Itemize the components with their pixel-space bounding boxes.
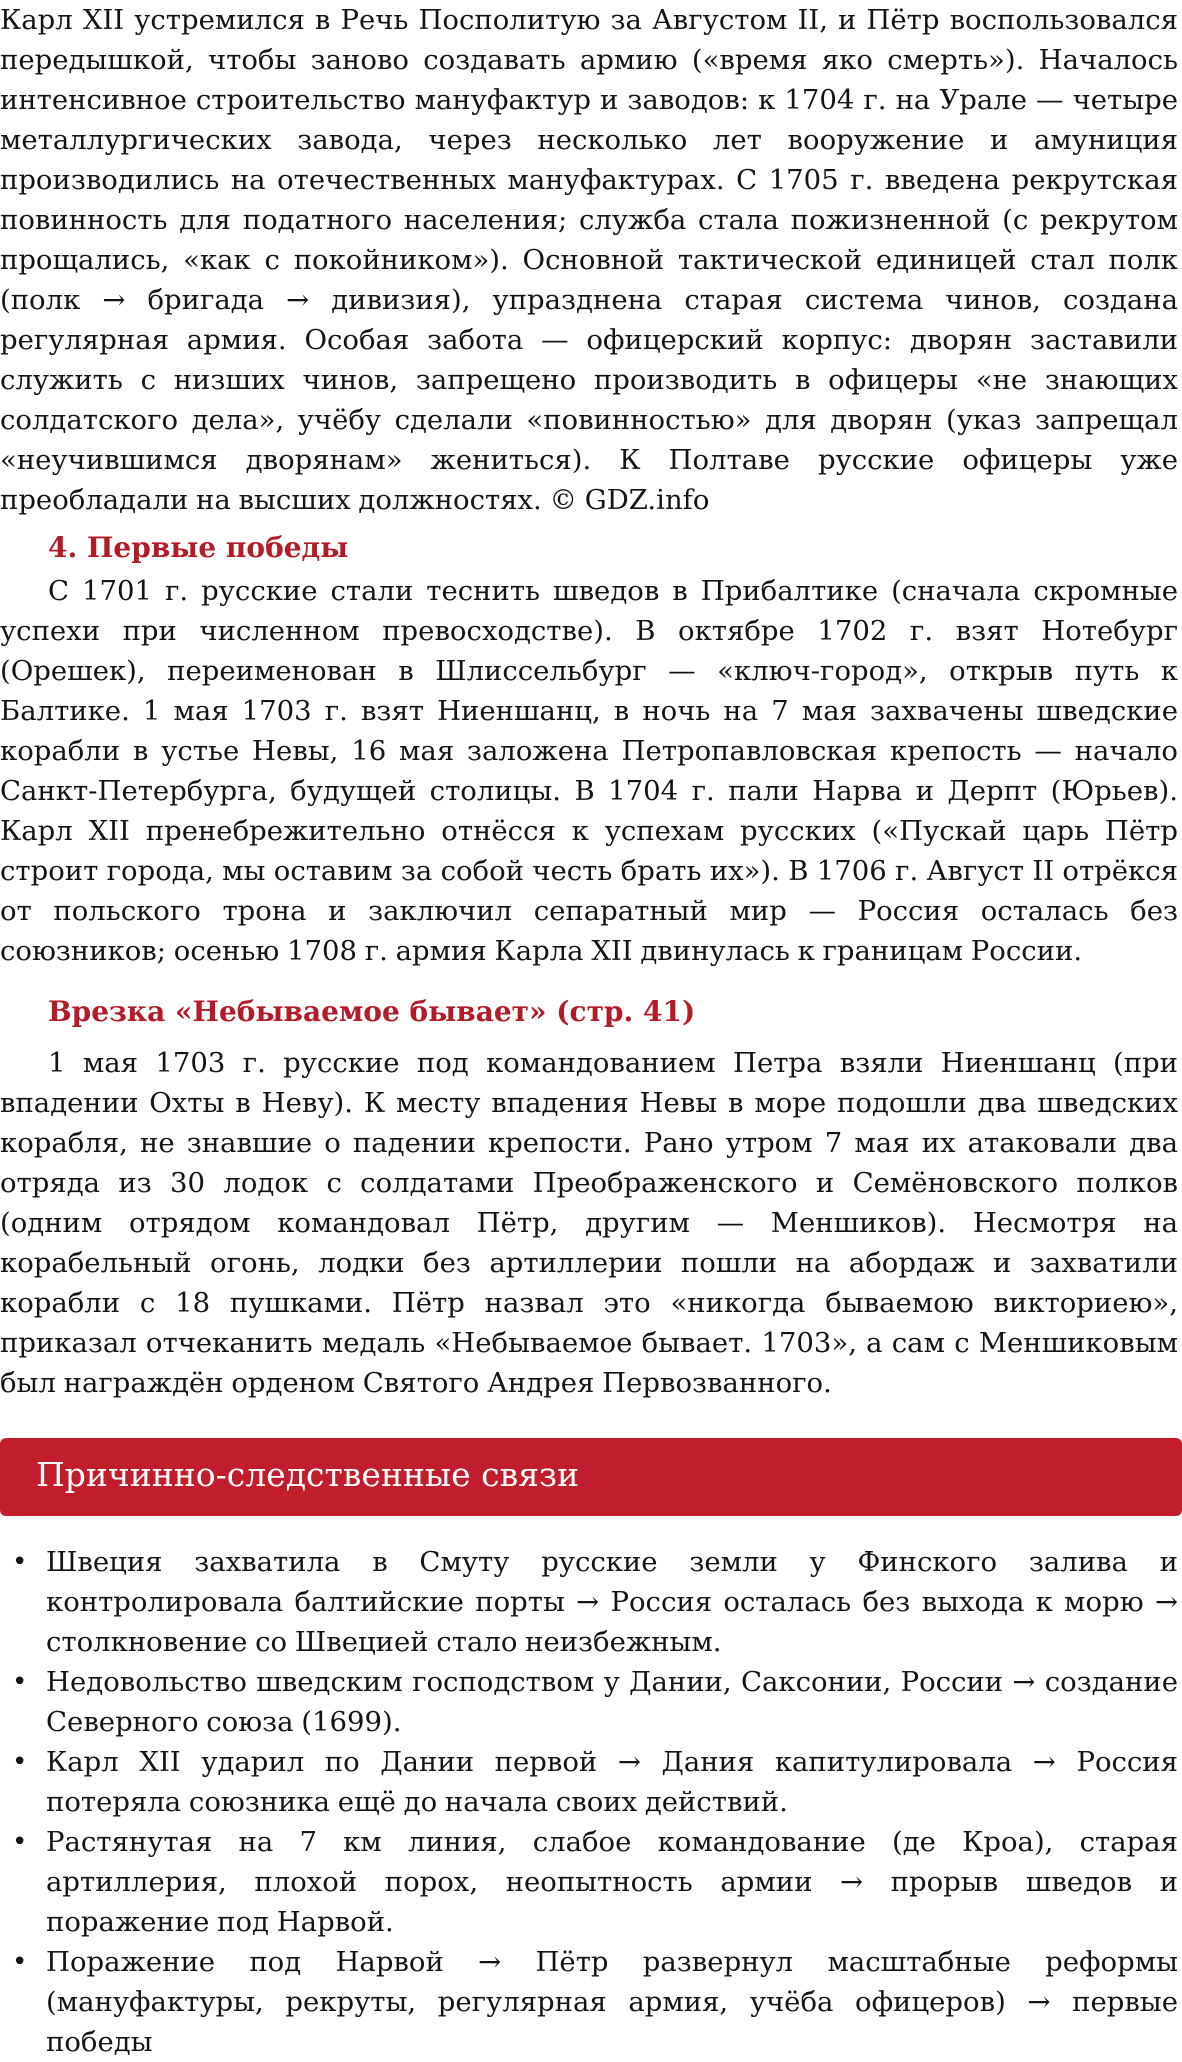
section-paragraph: С 1701 г. русские стали теснить шведов в Прибалтике (сначала скромные успехи при численном превосходстве). В октябре 1702 г. взят Нотебург (Орешек), переименован в Шлиссельбург — «ключ-город», открыв путь к Балтике. 1 мая 1703 г. взят Ниеншанц, в ночь на 7 мая захвачены шведские корабли в устье Невы, 16 мая заложена Петропавловская крепость — начало Санкт-Петербурга, будущей столицы. В 1704 г. пали Нарва и Дерпт (Юрьев). Карл XII пренебрежительно отнёсся к успехам русских («Пускай царь Пётр строит города, мы оставим за собой честь брать их»). В 1706 г. Август II отрёкся от польского трона и заключил сепаратный мир — Россия осталась без союзников; осенью 1708 г. армия Карла XII двинулась к границам России. bbox=[0, 575, 1178, 967]
bullet-icon: • bbox=[12, 1947, 28, 1977]
causes-banner bbox=[0, 1438, 1182, 1516]
list-item-text: Карл XII ударил по Дании первой → Дания капитулировала → Россия потеряла союзника ещё до начала своих действий. bbox=[46, 1746, 1178, 1818]
insert-heading-block bbox=[0, 991, 695, 1033]
bullet-icon: • bbox=[12, 1547, 28, 1577]
insert-heading: Врезка «Небываемое бывает» (стр. 41) bbox=[48, 995, 696, 1028]
causes-list bbox=[0, 1542, 1178, 2062]
banner-title: Причинно-следственные связи bbox=[36, 1455, 580, 1494]
intro-block bbox=[0, 0, 1178, 520]
insert-paragraph: 1 мая 1703 г. русские под командованием Петра взяли Ниеншанц (при впадении Охты в Неву). К месту впадения Невы в море подошли два шведских корабля, не знавшие о падении крепости. Рано утром 7 мая их атаковали два отряда из 30 лодок с солдатами Преображенского и Семёновского полков (одним отрядом командовал Пётр, другим — Меншиков). Несмотря на корабельный огонь, лодки без артиллерии пошли на абордаж и захватили корабли с 18 пушками. Пётр назвал это «никогда бываемою викториею», приказал отчеканить медаль «Небываемое бывает. 1703», а сам с Меншиковым был награждён орденом Святого Андрея Первозванного. bbox=[0, 1047, 1178, 1399]
insert-body bbox=[0, 1043, 1178, 1403]
bullet-icon: • bbox=[12, 1667, 28, 1697]
list-item bbox=[0, 1742, 1178, 1822]
section-heading: 4. Первые победы bbox=[48, 531, 349, 564]
list-item bbox=[0, 1822, 1178, 1942]
section-first-victories-body bbox=[0, 571, 1178, 971]
list-item-text: Недовольство шведским господством у Дании, Саксонии, России → создание Северного союза (1699). bbox=[46, 1666, 1178, 1738]
intro-paragraph: Карл XII устремился в Речь Посполитую за Августом II, и Пётр воспользовался передышкой, чтобы заново создавать армию («время яко смерть»). Началось интенсивное строительство мануфактур и заводов: к 1704 г. на Урале — четыре металлургических завода, через несколько лет вооружение и амуниция производились на отечественных мануфактурах. С 1705 г. введена рекрутская повинность для податного населения; служба стала пожизненной (с рекрутом прощались, «как с покойником»). Основной тактической единицей стал полк (полк → бригада → дивизия), упразднена старая система чинов, создана регулярная армия. Особая забота — офицерский корпус: дворян заставили служить с низших чинов, запрещено производить в офицеры «не знающих солдатского дела», учёбу сделали «повинностью» для дворян (указ запрещал «неучившимся дворянам» жениться). К Полтаве русские офицеры уже преобладали на высших должностях. © GDZ.info bbox=[0, 4, 1178, 516]
section-first-victories bbox=[0, 527, 348, 569]
bullet-icon: • bbox=[12, 1827, 28, 1857]
list-item bbox=[0, 1542, 1178, 1662]
list-item-text: Растянутая на 7 км линия, слабое командование (де Кроа), старая артиллерия, плохой порох, неопытность армии → прорыв шведов и поражение под Нарвой. bbox=[46, 1826, 1178, 1938]
list-item-text: Поражение под Нарвой → Пётр развернул масштабные реформы (мануфактуры, рекруты, регулярная армия, учёба офицеров) → первые победы bbox=[46, 1946, 1178, 2058]
list-item-text: Швеция захватила в Смуту русские земли у Финского залива и контролировала балтийские порты → Россия осталась без выхода к морю → столкновение со Швецией стало неизбежным. bbox=[46, 1546, 1178, 1658]
list-item bbox=[0, 1662, 1178, 1742]
list-item bbox=[0, 1942, 1178, 2062]
bullet-icon: • bbox=[12, 1747, 28, 1777]
